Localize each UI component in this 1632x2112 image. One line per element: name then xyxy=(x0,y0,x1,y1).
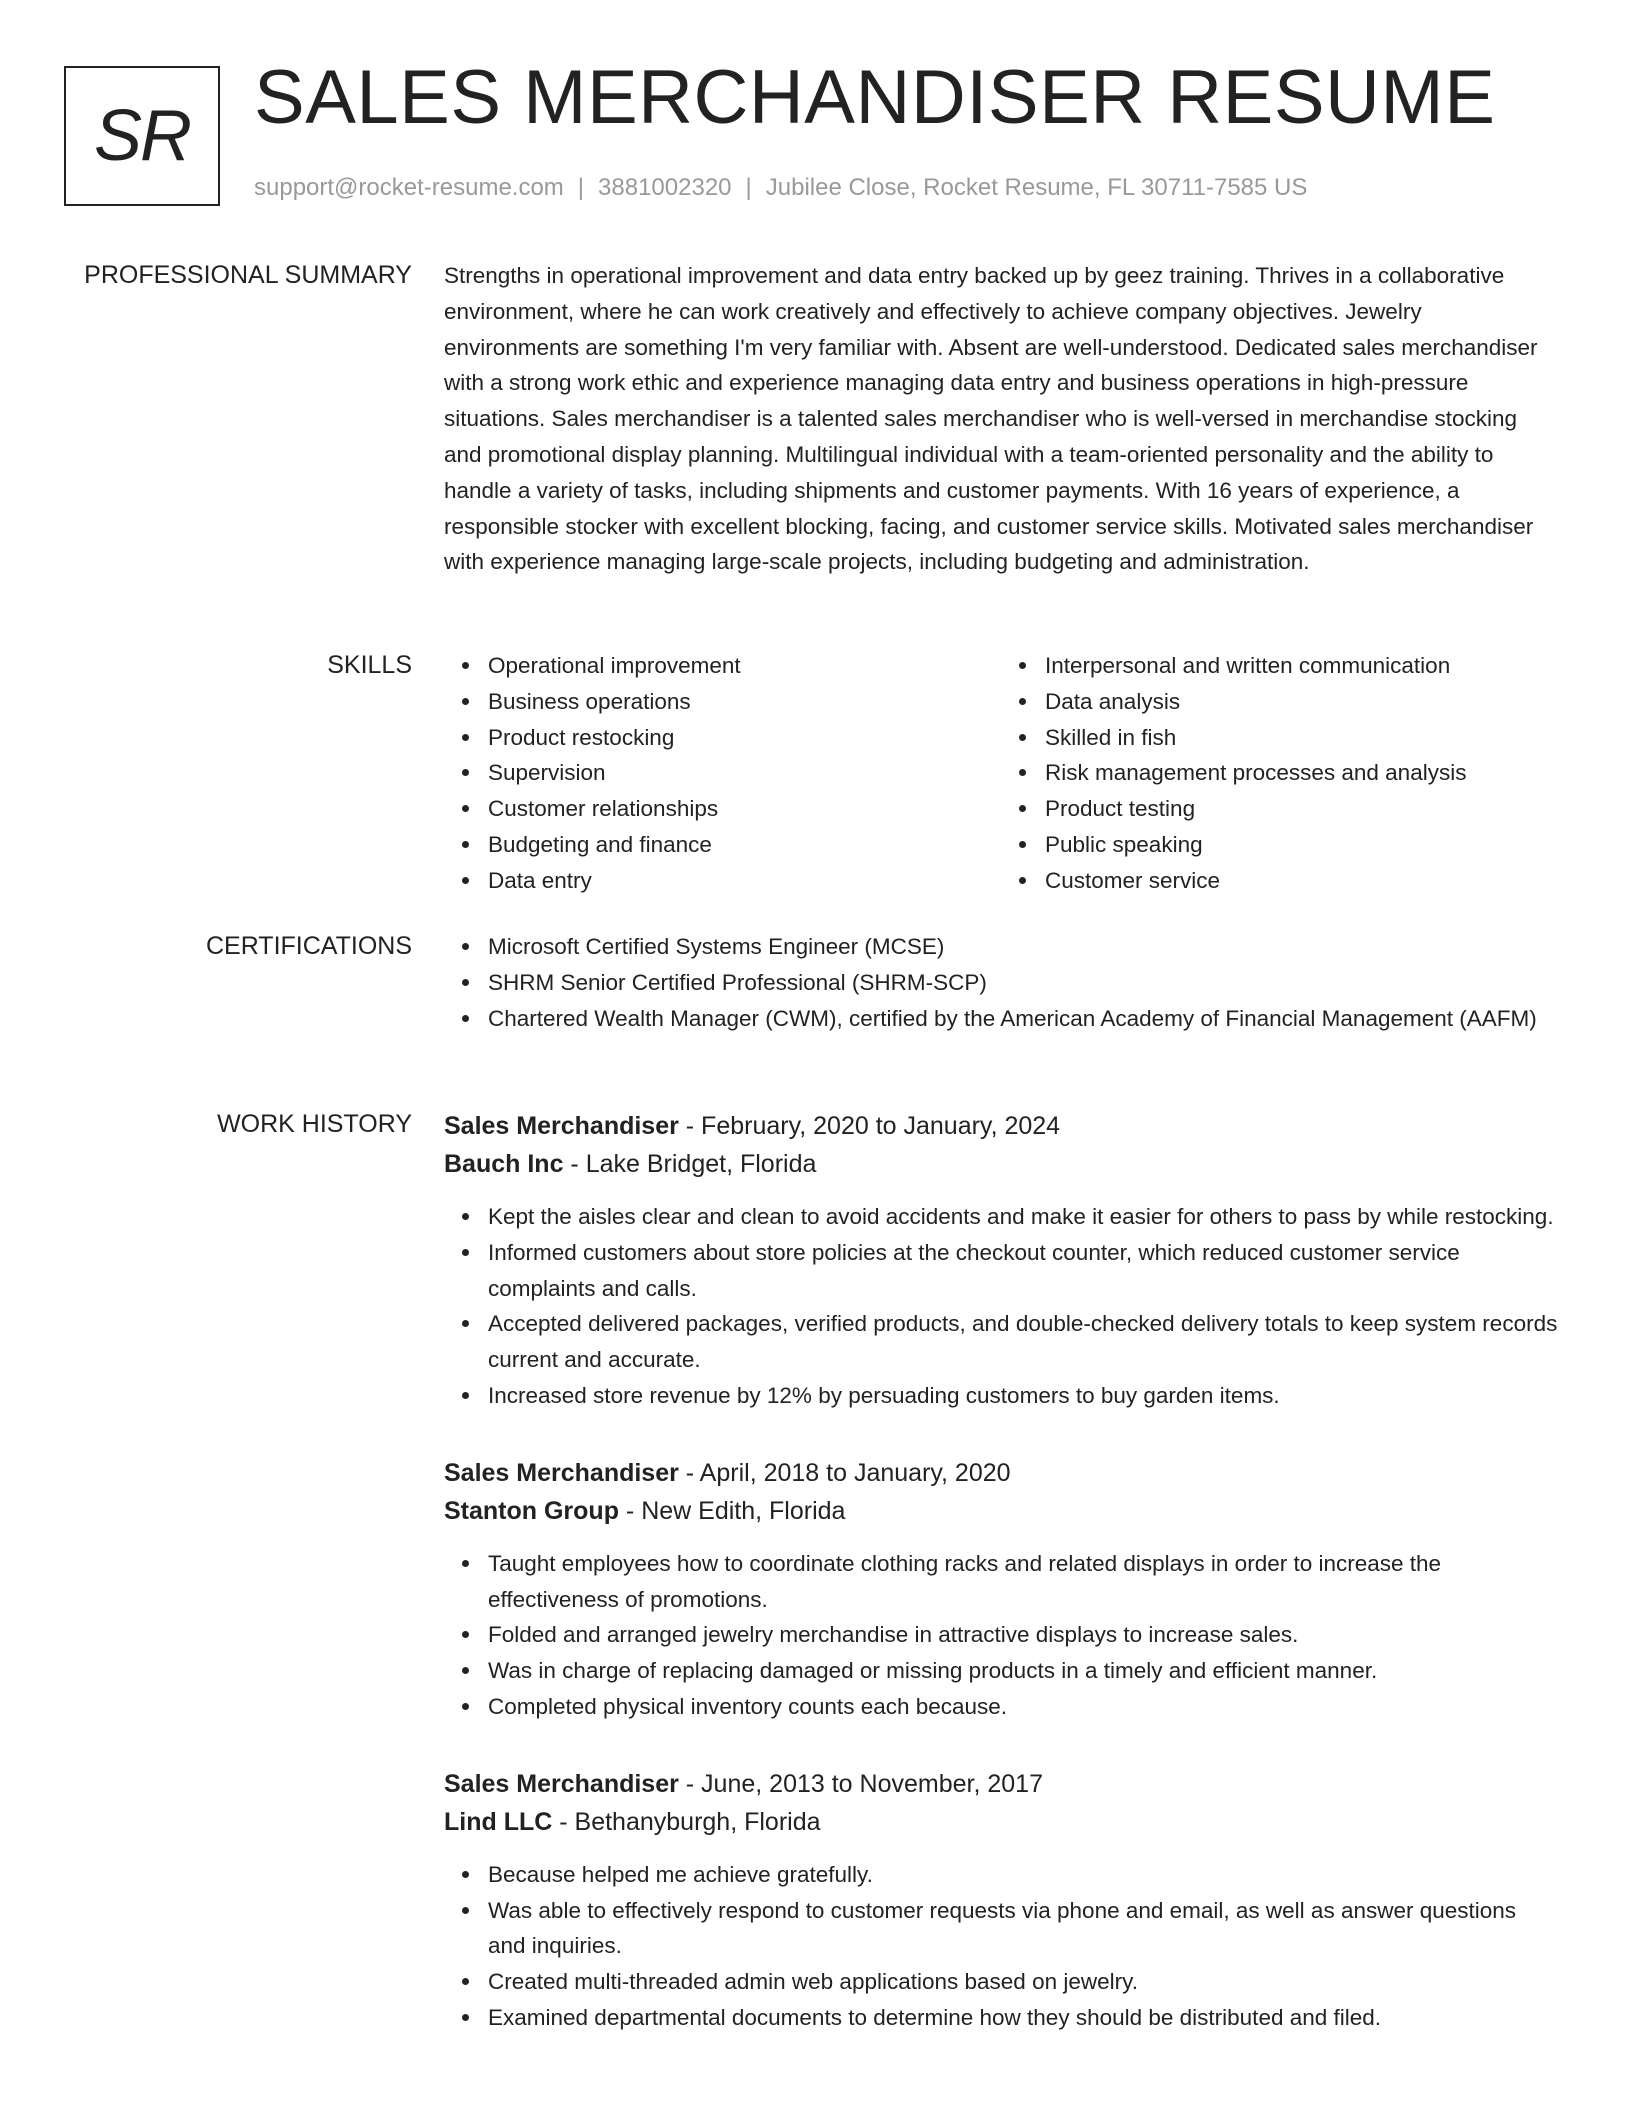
job-company-line xyxy=(444,1145,1558,1183)
job-company-line xyxy=(444,1492,1558,1530)
contact-line xyxy=(254,174,1307,203)
job-duty: Folded and arranged jewelry merchandise in attractive displays to increase sales. xyxy=(488,1617,1558,1653)
job-dates: - February, 2020 to January, 2024 xyxy=(678,1112,1061,1140)
summary-body xyxy=(444,258,1558,580)
job-duty: Completed physical inventory counts each because. xyxy=(488,1689,1558,1725)
job-role: Sales Merchandiser xyxy=(444,1112,679,1140)
certification-item: Microsoft Certified Systems Engineer (MCSE) xyxy=(488,929,1558,965)
job-duty: Created multi-threaded admin web applications based on jewelry. xyxy=(488,1964,1558,2000)
job-location: - Bethanyburgh, Florida xyxy=(552,1807,821,1836)
skill-item: Skilled in fish xyxy=(1045,720,1558,756)
skill-item: Customer service xyxy=(1045,863,1558,899)
job-duty: Increased store revenue by 12% by persuading customers to buy garden items. xyxy=(488,1378,1558,1414)
summary-text: Strengths in operational improvement and data entry backed up by geez training. Thrives in a collaborative environment, where he can work creatively and effectively to achieve company objectives. Jewelry environments are something I'm very familiar with. Absent are well-understood. Dedicated sales merchandiser with a strong work ethic and experience managing data entry and business operations in high-pressure situations. Sales merchandiser is a talented sales merchandiser who is well-versed in merchandise stocking and promotional display planning. Multilingual individual with a team-oriented personality and the ability to handle a variety of tasks, including shipments and customer payments. With 16 years of experience, a responsible stocker with excellent blocking, facing, and customer service skills. Motivated sales merchandiser with experience managing large-scale projects, including budgeting and administration. xyxy=(444,263,1538,575)
job-duty: Informed customers about store policies at the checkout counter, which reduced customer service complaints and calls. xyxy=(488,1235,1558,1307)
job-entry xyxy=(444,1454,1558,1725)
contact-phone[interactable]: 3881002320 xyxy=(598,174,732,201)
job-duty: Taught employees how to coordinate clothing racks and related displays in order to increase the effectiveness of promotions. xyxy=(488,1546,1558,1618)
job-entry xyxy=(444,1107,1558,1414)
skill-item: Supervision xyxy=(488,755,1001,791)
job-role: Sales Merchandiser xyxy=(444,1458,679,1487)
skill-item: Risk management processes and analysis xyxy=(1045,755,1558,791)
resume-title: SALES MERCHANDISER RESUME xyxy=(254,55,1496,140)
job-title-line xyxy=(444,1107,1558,1145)
job-company: Bauch Inc xyxy=(444,1150,564,1178)
job-company: Lind LLC xyxy=(444,1807,553,1836)
skill-item: Product testing xyxy=(1045,791,1558,827)
work-history-heading: WORK HISTORY xyxy=(217,1110,412,1138)
skill-item: Business operations xyxy=(488,684,1001,720)
job-dates: - June, 2013 to November, 2017 xyxy=(678,1769,1043,1798)
skill-item: Data analysis xyxy=(1045,684,1558,720)
job-company: Stanton Group xyxy=(444,1496,619,1525)
work-history-body xyxy=(444,1107,1558,2076)
monogram-logo: SR xyxy=(64,66,220,206)
job-title-line xyxy=(444,1765,1558,1803)
skills-body xyxy=(444,648,1558,899)
job-duty: Was in charge of replacing damaged or missing products in a timely and efficient manner. xyxy=(488,1653,1558,1689)
contact-address: Jubilee Close, Rocket Resume, FL 30711-7585 US xyxy=(765,174,1308,201)
skills-list-left xyxy=(444,648,1001,899)
job-duty: Because helped me achieve gratefully. xyxy=(488,1857,1558,1893)
skill-item: Operational improvement xyxy=(488,648,1001,684)
job-title-line xyxy=(444,1454,1558,1492)
job-duty: Accepted delivered packages, verified products, and double-checked delivery totals to keep system records current and accurate. xyxy=(488,1306,1558,1378)
skill-item: Interpersonal and written communication xyxy=(1045,648,1558,684)
skill-item: Budgeting and finance xyxy=(488,827,1001,863)
job-location: - New Edith, Florida xyxy=(618,1496,846,1525)
job-duty: Examined departmental documents to determine how they should be distributed and filed. xyxy=(488,2000,1558,2036)
job-location: - Lake Bridget, Florida xyxy=(563,1150,817,1178)
contact-separator: | xyxy=(577,174,585,201)
contact-email[interactable]: support@rocket-resume.com xyxy=(254,174,564,201)
job-dates: - April, 2018 to January, 2020 xyxy=(678,1458,1011,1487)
job-duties-list xyxy=(444,1546,1558,1725)
contact-separator: | xyxy=(745,174,752,201)
job-duties-list xyxy=(444,1199,1558,1414)
skills-list-right xyxy=(1001,648,1558,899)
job-company-line xyxy=(444,1803,1558,1841)
skills-heading: SKILLS xyxy=(327,651,412,679)
job-role: Sales Merchandiser xyxy=(444,1769,679,1798)
summary-heading: PROFESSIONAL SUMMARY xyxy=(84,261,412,289)
job-duty: Kept the aisles clear and clean to avoid accidents and make it easier for others to pass by while restocking. xyxy=(488,1199,1558,1235)
certifications-heading: CERTIFICATIONS xyxy=(205,932,412,960)
certifications-list xyxy=(444,929,1558,1036)
skill-item: Data entry xyxy=(488,863,1001,899)
certifications-body xyxy=(444,929,1558,1036)
skill-item: Product restocking xyxy=(488,720,1001,756)
certification-item: SHRM Senior Certified Professional (SHRM-SCP) xyxy=(488,965,1558,1001)
skill-item: Customer relationships xyxy=(488,791,1001,827)
job-duties-list xyxy=(444,1857,1558,2036)
certification-item: Chartered Wealth Manager (CWM), certified by the American Academy of Financial Management (AAFM) xyxy=(488,1001,1558,1037)
job-duty: Was able to effectively respond to customer requests via phone and email, as well as answer questions and inquiries. xyxy=(488,1893,1558,1965)
job-entry xyxy=(444,1765,1558,2036)
skills-grid xyxy=(444,648,1558,899)
skill-item: Public speaking xyxy=(1045,827,1558,863)
